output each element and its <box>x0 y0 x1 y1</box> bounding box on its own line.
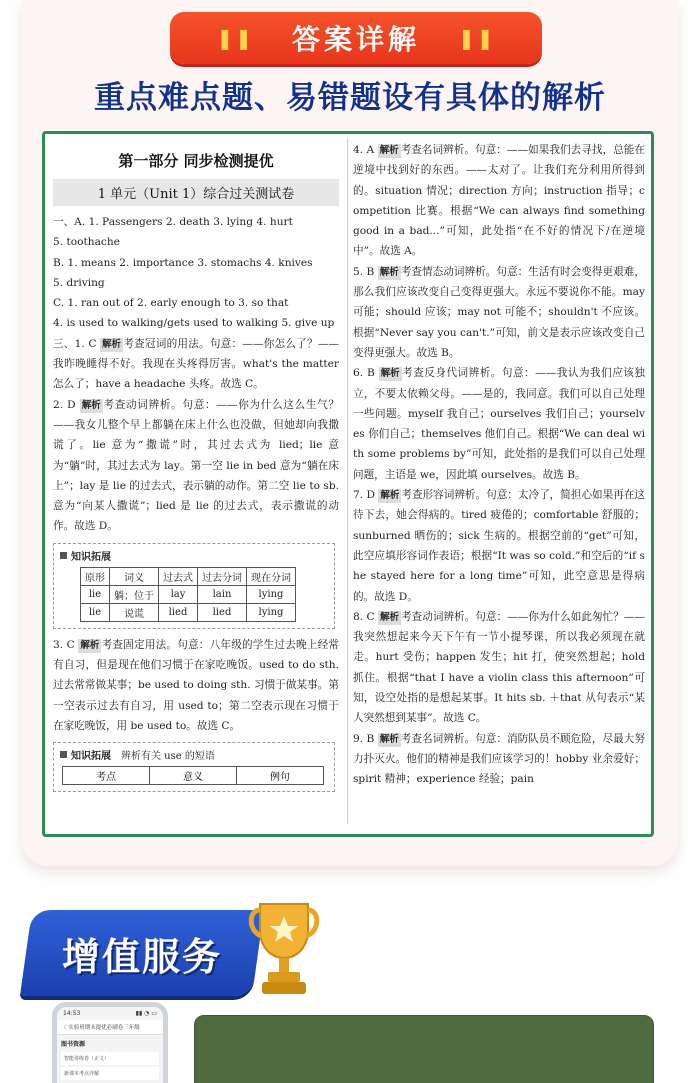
answer-number: 三、1. C <box>53 337 101 350</box>
table-cell: lying <box>247 603 296 621</box>
answer-line: 5. toothache <box>53 236 120 249</box>
answer-line: 4. is used to walking/gets used to walking 5. give up <box>53 317 335 330</box>
answer-body: 考查冠词的用法。句意：——你怎么了？——我昨晚睡得不好。我现在头疼得厉害。what's the matter 怎么了；have a headache 头疼。故选 C。 <box>53 337 340 391</box>
table-header-cell: 例句 <box>237 767 324 785</box>
square-icon <box>60 552 67 559</box>
answer-number: 7. D <box>353 489 379 502</box>
knowledge-box-label: 知识拓展 <box>71 551 111 563</box>
table-header-cell: 原形 <box>81 567 110 585</box>
table-cell: lied <box>159 603 198 621</box>
answer-line: 5. driving <box>53 276 105 289</box>
phone-status-bar <box>57 1007 163 1020</box>
table-cell: lie <box>81 603 110 621</box>
value-added-service-label: 增值服务 <box>61 934 222 979</box>
analysis-tag: 解析 <box>379 611 399 623</box>
answer-q8 <box>353 607 645 729</box>
knowledge-box-label: 知识拓展 <box>71 751 111 763</box>
answer-body: 考查动词辨析。句意：——你为什么如此匆忙？——我突然想起来今天下午有一节小提琴课，所以我必须现在就走。hurt 受伤；happen 发生；hit 打，使突然想起；hold 抓住。根据“that I have a violin class this afternoon”可知，设空处指的是想起某事。It hits sb. ＋that 从句表示“某人突然想到某事”。故选 C。 <box>353 610 645 725</box>
answer-line: C. 1. ran out of 2. early enough to 3. so that <box>53 297 289 310</box>
table-cell: lying <box>247 585 296 603</box>
answer-q2 <box>53 395 339 537</box>
square-icon <box>60 751 67 758</box>
table-cell: lay <box>159 585 198 603</box>
answer-q7 <box>353 485 645 607</box>
phone-header: 〈 实验班期末提优必刷卷三年级 <box>57 1020 163 1035</box>
phone-section-title: 图书资源 <box>61 1041 86 1048</box>
answer-number: 4. A <box>353 144 378 156</box>
table-cell: 说谎 <box>110 603 159 621</box>
table-header-row <box>81 567 296 585</box>
knowledge-box-2 <box>53 742 335 792</box>
phone-mockup <box>52 1002 168 1083</box>
answer-q6 <box>353 363 645 485</box>
banner-title: 答案详解 <box>291 23 420 56</box>
trophy-icon <box>246 896 322 1002</box>
signal-icon: ▮▮ ◔ ▭ <box>135 1010 157 1017</box>
knowledge-box-subtitle: 辨析有关 use 的短语 <box>121 751 215 763</box>
answer-body: 考查动词辨析。句意：——你为什么这么生气？——我女儿整个早上都躺在床上什么也没做，但她却向我撒谎了。lie 意为“撒谎”时，其过去式为 lied；lie 意为“躺”时，其过去式为 lay。第一空 lie in bed 意为“躺在床上”；lay 是 lie 的过去式，表示躺的动作。第二空 lie to sb. 意为“向某人撒谎”；lied 是 lie 的过去式，表示撒谎的动作。故选 D。 <box>53 398 339 533</box>
left-column <box>45 134 345 834</box>
answer-body: 考查固定用法。句意：八年级的学生过去晚上经常有自习，但是现在他们习惯于在家吃晚饭。used to do sth. 过去常常做某事；be used to doing sth. 习惯于做某事。第一空表示过去有自习，用 used to；第二空表示现在习惯于在家吃晚饭，用 be used to。故选 C。 <box>53 638 340 732</box>
phone-list-item: 新课本考点详解 <box>61 1067 159 1080</box>
table-row <box>81 603 296 621</box>
answer-number: 5. B <box>353 265 378 278</box>
answer-q1 <box>53 334 339 395</box>
phone-time: 14:53 <box>63 1010 81 1017</box>
analysis-tag: 解析 <box>380 368 400 380</box>
table-header-cell: 现在分词 <box>247 567 296 585</box>
answer-number: 2. D <box>53 398 80 411</box>
answer-body: 考查反身代词辨析。句意：——我认为我们应该独立，不要太依赖父母。——是的，我同意。我们可以自己处理一些问题。myself 我自己；ourselves 我们自己；yourselves 你们自己；themselves 他们自己。根据“We can deal with some problems by”可知，此处指的是我们可以自己处理问题，主语是 we，因此填 ourselves。故选 B。 <box>353 367 645 481</box>
table-header-cell: 考点 <box>63 767 150 785</box>
knowledge-box-title <box>60 747 328 762</box>
phone-list-item: 智能讲练卷（正文） <box>61 1052 159 1065</box>
knowledge-box-title <box>60 548 328 563</box>
answer-body: 考查形容词辨析。句意：太冷了，简担心如果再在这待下去，她会得病的。tired 疲倦的；comfortable 舒服的；sunburned 晒伤的；sick 生病的。根据空前的“get”可知，此空应填形容词作表语；根据“It was so cold.”和空后的“if she stayed here for a long time”可知，此空意思是得病的。故选 D。 <box>353 489 646 603</box>
analysis-tag: 解析 <box>380 490 400 502</box>
unit-title: 1 单元（Unit 1）综合过关测试卷 <box>53 179 339 206</box>
answer-number: 3. C <box>53 638 79 651</box>
answer-body: 考查情态动词辨析。句意：生活有时会变得更艰难，那么我们应该改变自己变得更强大。永远不要说你不能。may 可能；should 应该；may not 可能不；shouldn't 不应该。根据“Never say you can't.”可知，前文是表示应该改变自己变得更强大。故选 B。 <box>353 265 645 359</box>
table-header-cell: 意义 <box>150 767 237 785</box>
analysis-tag: 解析 <box>102 338 122 350</box>
table-cell: lain <box>198 585 247 603</box>
table-cell: 躺；位于 <box>110 585 159 603</box>
answer-q4 <box>353 140 645 262</box>
verb-forms-table <box>80 567 296 622</box>
banner-mark-left: ❚❚ <box>216 26 254 50</box>
analysis-tag: 解析 <box>379 145 399 156</box>
analysis-tag: 解析 <box>81 399 101 411</box>
table-header-cell: 过去式 <box>159 567 198 585</box>
banner-mark-right: ❚❚ <box>458 26 496 50</box>
answer-q5 <box>353 262 645 363</box>
answer-body: 考查名词辨析。句意：——如果我们去寻找，总能在逆境中找到好的东西。——太对了。让我们充分利用所得到的。situation 情况；direction 方向；instruction 指导；competition 比赛。根据“We can always find something good in a bad...”可知，此处指“在不好的情况下/在逆境中”。故选 A。 <box>353 144 645 258</box>
answer-number: 9. B <box>353 732 378 745</box>
knowledge-box-1 <box>53 543 335 629</box>
table-cell: lie <box>81 585 110 603</box>
headline: 重点难点题、易错题设有具体的解析 <box>94 80 606 116</box>
value-added-service-title <box>20 910 264 996</box>
answer-page-preview <box>42 131 654 837</box>
table-row <box>81 585 296 603</box>
answer-number: 8. C <box>353 610 378 623</box>
use-phrases-table <box>62 766 324 785</box>
answer-q3 <box>53 635 339 736</box>
green-panel <box>194 1015 654 1083</box>
analysis-tag: 解析 <box>379 733 399 745</box>
table-header-row <box>63 767 324 785</box>
section-title: 第一部分 同步检测提优 <box>118 152 274 170</box>
answer-line: B. 1. means 2. importance 3. stomachs 4. knives <box>53 256 313 269</box>
analysis-tag: 解析 <box>80 639 100 651</box>
answer-number: 6. B <box>353 367 379 380</box>
table-cell: lied <box>198 603 247 621</box>
right-column <box>347 134 651 834</box>
analysis-tag: 解析 <box>379 266 399 278</box>
answer-body: 考查名词辨析。句意：消防队员不顾危险，尽最大努力扑灭火。他们的精神是我们应该学习的！hobby 业余爱好；spirit 精神；experience 经验；pain <box>353 732 645 786</box>
answer-banner <box>170 12 542 64</box>
answer-q9 <box>353 729 645 790</box>
table-header-cell: 词义 <box>110 567 159 585</box>
answer-line: 一、A. 1. Passengers 2. death 3. lying 4. hurt <box>53 216 293 228</box>
table-header-cell: 过去分词 <box>198 567 247 585</box>
